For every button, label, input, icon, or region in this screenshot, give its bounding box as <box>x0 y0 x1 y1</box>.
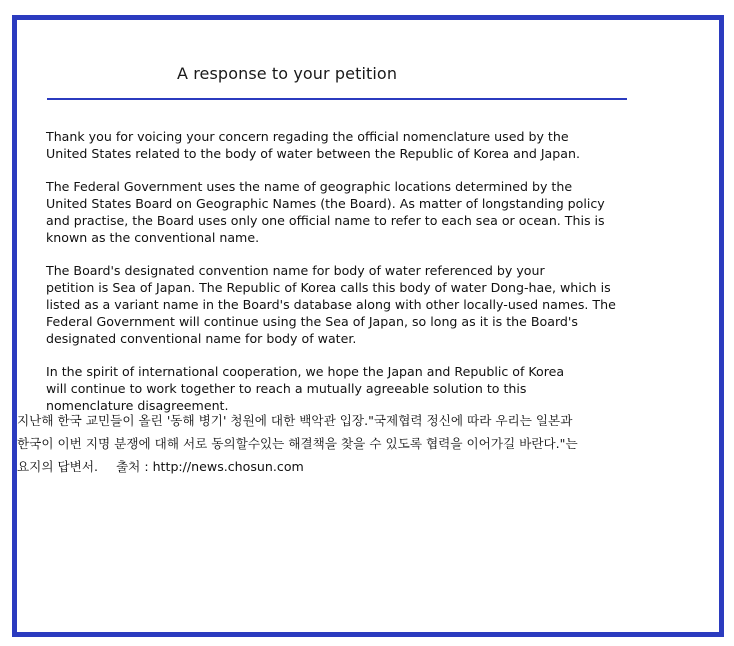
korean-note-line-1: 지난해 한국 교민들이 올린 '동해 병기' 청원에 대한 백악관 입장."국제협력 정신에 따라 우리는 일본과 <box>17 413 573 428</box>
paragraph-sea-of-japan: The Board's designated convention name for body of water referenced by your petition is Sea of Japan. The Republic of Korea calls this body of water Dong-hae, which is listed as a variant name in the Board's database along with other locally-used names. The Federal Government will continue using the Sea of Japan, so long as it is the Board's designated conventional name for body of water. <box>46 263 616 346</box>
letter-body <box>46 128 696 430</box>
source-credit: 출처 : http://news.chosun.com <box>116 459 304 474</box>
paragraph-thanks: Thank you for voicing your concern regading the official nomenclature used by the United States related to the body of water between the Republic of Korea and Japan. <box>46 129 580 161</box>
document-frame <box>12 15 724 637</box>
korean-note-line-3 <box>17 455 707 478</box>
title-divider <box>47 98 627 100</box>
korean-note-line-2: 한국이 이번 지명 분쟁에 대해 서로 동의할수있는 해결책을 찾을 수 있도록 협력을 이어가길 바란다."는 <box>17 436 578 451</box>
page-title: A response to your petition <box>177 64 398 83</box>
paragraph-board-policy: The Federal Government uses the name of geographic locations determined by the United States Board on Geographic Names (the Board). As matter of longstanding policy and practise, the Board uses only one official name to refer to each sea or ocean. This is known as the conventional name. <box>46 179 605 245</box>
korean-note <box>17 409 707 478</box>
korean-note-summary: 요지의 답변서. <box>17 459 98 474</box>
paragraph-cooperation: In the spirit of international cooperation, we hope the Japan and Republic of Korea will continue to work together to reach a mutually agreeable solution to this nomenclature disagreement. <box>46 364 565 413</box>
